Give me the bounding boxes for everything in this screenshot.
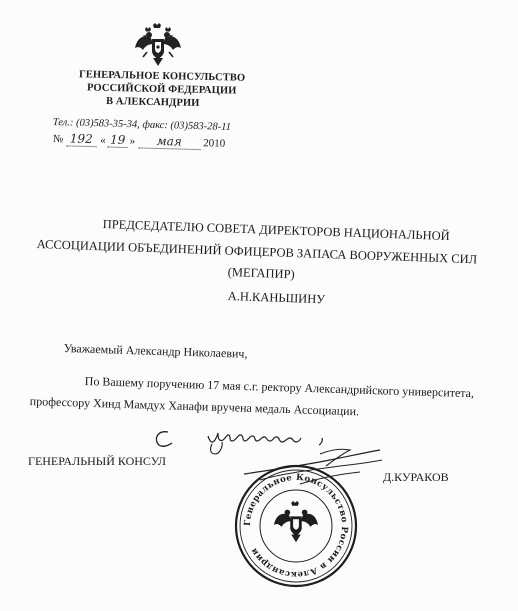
salutation: Уважаемый Александр Николаевич, — [63, 341, 248, 361]
paragraph-line-2: профессору Хинд Мамдух Ханафи вручена медаль Ассоциации. — [29, 394, 360, 419]
seal-ring-text: Генеральное Консульство России в Александрии — [242, 472, 350, 580]
contact-phone-fax: Тел.: (03)583-35-34, факс: (03)583-28-11 — [52, 117, 232, 133]
reg-date-day: 19 — [108, 133, 128, 149]
official-seal-icon — [232, 462, 360, 590]
addressee-line-2: АССОЦИАЦИИ ОБЪЕДИНЕНИЙ ОФИЦЕРОВ ЗАПАСА ВООРУЖЕННЫХ СИЛ — [36, 237, 478, 267]
reg-date-month: мая — [138, 133, 200, 150]
addressee-line-1: ПРЕДСЕДАТЕЛЮ СОВЕТА ДИРЕКТОРОВ НАЦИОНАЛЬНОЙ — [102, 217, 450, 244]
reg-number-label: № — [52, 132, 64, 146]
org-name-line-2: РОССИЙСКОЙ ФЕДЕРАЦИИ — [86, 82, 237, 97]
org-name-line-1: ГЕНЕРАЛЬНОЕ КОНСУЛЬСТВО — [78, 69, 246, 84]
org-name-line-3: В АЛЕКСАНДРИИ — [105, 96, 200, 109]
addressee-line-3: (МЕГАПИР) — [227, 265, 295, 282]
registration-line — [53, 131, 226, 151]
reg-year: 2010 — [203, 137, 226, 150]
paragraph-line-1: По Вашему поручению 17 мая с.г. ректору Александрийского университета, — [84, 374, 475, 401]
double-headed-eagle-icon — [133, 22, 183, 68]
reg-number-value: 192 — [66, 131, 96, 147]
signatory-name: Д.КУРАКОВ — [383, 470, 449, 484]
addressee-line-4: А.Н.КАНЬШИНУ — [227, 289, 326, 307]
quote-open: « — [100, 134, 106, 147]
quote-close: » — [129, 135, 136, 148]
signatory-role: ГЕНЕРАЛЬНЫЙ КОНСУЛ — [28, 454, 167, 468]
